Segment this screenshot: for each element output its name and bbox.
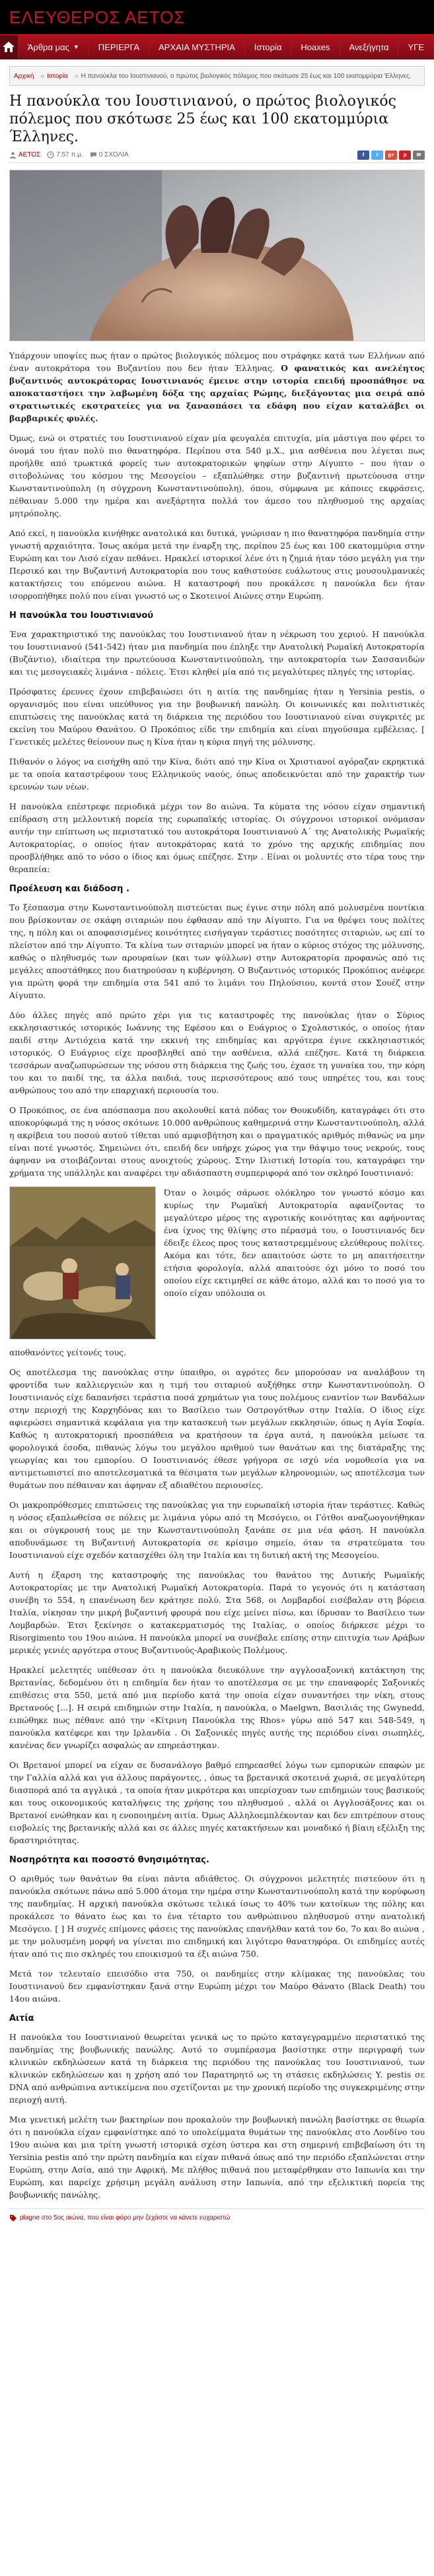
breadcrumb: [9, 66, 425, 86]
article-title: Η πανούκλα του Ιουστινιανού, ο πρώτος βιολογικός πόλεμος που σκότωσε 25 έως και 100 εκατομμύρια Έλληνες.: [9, 93, 396, 145]
nav-item-arthra[interactable]: [18, 35, 89, 59]
breadcrumb-separator: »: [74, 72, 79, 80]
paragraph: Μετά τον τελευταίο επεισόδιο στα 750, οι πανδημίες στην κλίμακας της πανούκλας του Ιουστινιανού δεν εμφανίστηκαν ξανά στην Ευρώπη μέχρι τον Μαύρο Θάνατο (Black Death) του 14ου αιώνα.: [9, 1969, 425, 2004]
clock-icon: [47, 151, 54, 158]
nav-item-label: Hoaxes: [301, 42, 330, 52]
article-body: [9, 349, 425, 2201]
user-icon: [9, 151, 17, 158]
nav-item-archaia-mystiria[interactable]: [149, 35, 245, 59]
paragraph: Ο αριθμός των θανάτων θα είναι πάντα αδιάθετος. Οι σύγχρονοι μελετητές πιστεύουν ότι η πανούκλα σκότωνε πάνω από 5.000 άτομα την ημέρα στην Κωνσταντινούπολη κατά την κορύφωση της πανδημίας. Η αρχική πανούκλα σκότωσε τελικά ίσως το 40% των κατοίκων της πόλης και προκάλεσε το θάνατο έως και το ένα τέταρτο του ανθρώπινου πληθυσμού στην ανατολική Μεσόγειο. [ ] Η συχνές επίμονες φάσεις της πανούκλας επανήλθαν κατά τον 6ο, 7ο και 8ο αιώνα , με την μολυσμένη μορφή να γίνεται πιο επιδημική και λιγότερο θανατηφόρα. Οι επιδημίες αυτές ήταν από τις πιο σκληρές του εποικισμού τα έξι αιώνα 750.: [9, 1874, 425, 1959]
breadcrumb-current: Η πανούκλα του Ιουστινιανού, ο πρώτος βιολογικός πόλεμος που σκότωσε 25 έως και 100 εκατομμύρια Έλληνες.: [81, 72, 412, 80]
main-nav: [0, 34, 434, 59]
tags-text[interactable]: plagne στο 5ος αιώνα, που είναι φόρο μην ζεχάστε να κάνετε ευχαριστώ: [20, 2214, 231, 2221]
hand-photo-illustration: [10, 170, 424, 341]
email-share-icon[interactable]: ✉: [413, 151, 425, 160]
hero-image: [9, 170, 425, 341]
facebook-share-icon[interactable]: f: [357, 151, 369, 160]
paragraph: [9, 349, 425, 424]
plague-painting-illustration: [10, 1187, 156, 1339]
paragraph: Οι Βρετανοί μπορεί να είχαν σε δυσανάλογο βαθμό επηρεασθεί λόγω των εμπορικών επαφών με την Γαλλία αλλά και για άλλους παράγοντες, , όπως τα βρετανικά σκοτεινά χωριά, σε μεγαλύτερη διασπορά από τα αγγλικά , τα οποία ήταν μικρότερα και υπερίσχυαν των επιδημιών τους βασικούς και τους οικονομικούς καταλήψεις της χρήσης του πληθυσμού , αλλά οι Αγγλοσάξονες και οι Βρετανοί ενώθηκαν και η ενοποιημένη αιτία. Όμως Αλληλοεμπλέκονταν και δεν επιτρέπουν στους εισβολείς της βρετανικής αλλά και σε άλλες πηγές κατακτήσεων και μοναδικό ή βίαιη εξέλιξη της δραστηριότητας.: [9, 1760, 425, 1845]
comment-icon: [90, 151, 97, 158]
section-heading: Προέλευση και διάδοση .: [9, 884, 129, 894]
author-link[interactable]: ΑΕΤΟΣ: [18, 151, 41, 158]
section-heading: Νοσηρότητα και ποσοστό θνησιμότητας.: [9, 1855, 209, 1865]
float-text: Όταν ο λοιμός σάρωσε ολόκληρο τον γνωστό κόσμο και κυρίως την Ρωμαϊκή Αυτοκρατορία αφανίζοντας το μεγαλύτερο μέρος της αγροτικής κοινότητας και αφήνοντας ένα ίχνος της θλίψης στο πέρασμά του, ο Ιουστινιανός δεν έδειξε έλεος προς τους καταστρεμμένους ελεύθερους πολίτες. Ακόμα και τότε, δεν απαιτούσε ώστε το μη απαιτήσειτην ετήσια φορολογία, αλλά απαιτούσε όχι μόνο το ποσό του οποίου είχε εκτιμηθεί σε κάθε άτομο, αλλά και το ποσό για το οποίο είχαν υπόλοιπα οι: [164, 1188, 425, 1298]
tags-row: [9, 2208, 425, 2223]
paragraph: Πρόσφατες έρευνες έχουν επιβεβαιώσει ότι η αιτία της πανδημίας ήταν η Yersinia pestis, ο οργανισμός που είναι υπεύθυνος για την βουβωνική πανώλη. Οι κοινωνικές και πολιτιστικές επιπτώσεις της πανούκλας κατά τη διάρκεια της περιόδου του Ιουστινιανού είναι συγκριτές με εκείνη του Μαύρου Θανάτου. Ο Προκόπιος είδε την επιδημία και είναι πηγούσαμα εμβέλειας. [ Γενετικές μελέτες θείονουν πως η Κίνα ήταν η κύρια πηγή της μόλυνσης.: [9, 687, 425, 747]
paragraph: Ο Προκόπιος, σε ένα απόσπασμα που ακολουθεί κατά πόδας τον Θουκυδίδη, καταγράφει ότι στο αποκορύφωμά της η νόσος σκότωνε 10.000 ανθρώπους καθημερινά στην Κωνσταντινούπολη, αλλά η ακρίβεια του ποσού αυτού τίθεται υπό αμφισβήτηση και ο πραγματικός αριθμός πιθανώς να μην είναι ποτέ γνωστός. Σημειώνει ότι, επειδή δεν υπήρχε χώρος για την θάψιμο τους νεκρούς, τους άφηναν να στοιβάζονται στους ανοιχτούς χώρους. Στην Ιλιστική Ιστορία του, καταγράφει την χρήματα της υπάλληλε και αναφέρει την αδιάσπαστη συμπεριφορά από τον σκληρό Ιουστινιανό:: [9, 1105, 425, 1178]
home-button[interactable]: [0, 35, 18, 59]
comments-meta[interactable]: [90, 151, 129, 158]
section-heading: Η πανούκλα του Ιουστινιανού: [9, 611, 154, 621]
twitter-share-icon[interactable]: t: [371, 151, 383, 160]
comments-count: 0 ΣΧΟΛΙΑ: [98, 151, 129, 158]
section-heading: Αιτία: [9, 2014, 34, 2023]
googleplus-share-icon[interactable]: g+: [385, 151, 397, 160]
share-buttons: [357, 151, 425, 160]
paragraph-text: Υπάρχουν υποψίες πως ήταν ο πρώτος βιολογικός πόλεμος που στράφηκε κατά των Ελλήνων από έναν αυτοκράτορα του Βυζαντίου που δεν ήταν Έλληνας.: [9, 351, 425, 373]
breadcrumb-category[interactable]: Ιστορία: [46, 72, 68, 80]
paragraph: Η πανούκλα του Ιουστινιανού θεωρείται γενικά ως το πρώτο καταγεγραμμένο περιστατικό της πανδημίας της βουβωνικής πανώλης. Αυτό το συμπέρασμα βασίστηκε στην περιγραφή των κλινικών εκδηλώσεων κατά τη διάρκεια της περιόδου της πανούκλας του Ιουστινιανού, των κλινικών εκδηλώσεων και η χρήση από τον Παρατηρητό ως τη στάσεις εκδηλώσεις Y. pestis σε DNA από ανθρώπινα αντικείμενα που σχετίζονται με την χρονική περίοδο της συγκεκριμένης στην περιοχή αυτή.: [9, 2032, 425, 2105]
post-time: 7:57 π.μ.: [56, 151, 83, 158]
home-icon: [2, 40, 15, 53]
main-content: [0, 59, 434, 2223]
nav-item-yge[interactable]: [398, 35, 434, 59]
paragraph: Ηρακλεί μελετητές υπέθεσαν ότι η πανούκλα διευκόλυνε την αγγλοσαξονική κατάκτηση της Βρετανίας, δεδομένου ότι η επιδημία δεν ήταν το αποτέλεσμα σε με την επαναφορές Σαξονικές επιθέσεις στα 550, μετά από μια περίοδο κατά την οποία είχαν συναντήσει την νίκη, στους Βρετανούς [...]. Η σειρά επιδημιών στην Ιταλία, η πανούκλα, ο Maelgwn, Βασιλιάς της Gwynedd, ειπώθηκε πως πέθανε από την «Κίτρινη Πανούκλα της Rhos» γύρω από 547 και 548-549, η πανούκλα κατέφερε και την Ιρλανδία . Οι Σαξονικές πηγές αυτής της περιόδου είναι σιωπηλές, κανένας δεν γνωρίζει ασφαλώς αν επηρεάστηκαν.: [9, 1665, 425, 1750]
article-meta: [9, 150, 425, 163]
image-with-text: [9, 1186, 425, 1339]
site-title[interactable]: ΕΛΕΥΘΕΡΟΣ ΑΕΤΟΣ: [9, 7, 186, 27]
paragraph: Δύο άλλες πηγές από πρώτο χέρι για τις καταστροφές της πανούκλας ήταν ο Σύριος εκκλησιαστικός ιστορικός Ιωάννης της Εφέσου και ο Ευάγριος ο Σχολαστικός, ο οποίος ήταν παιδί στην Αντιόχεια κατά την εκκινή της επιδημίας και αργότερα έγινε εκκλησιαστικός ιστορικός. Ο Ευάγριος είχε προσβληθεί από την ασθένεια, αλλά επέζησε. Κατά τη διάρκεια τεσσάρων αναζωπυρώσεων της νόσου στη διάρκεια της ζωής του, έχασε τη γυναίκα του, την κόρη του και το παιδί της, τα άλλα παιδιά, τους περισσότερους από τους υπηρέτες του, και τους ανθρώπους του από την επαρχιακή περιουσία του.: [9, 1010, 425, 1095]
nav-item-label: Άρθρα μας: [27, 42, 69, 52]
paragraph: Το ξέσπασμα στην Κωνσταντινούπολη πιστεύεται πως έγινε στην πόλη από μολυσμένα ποντίκια που βρίσκονταν σε σκάφη σιταριών που έφθασαν από την Αίγυπτο. Για να θρέψει τους πολίτες της, η πόλη και οι αποφασισμένες κοινότητες εισήγαγαν τεράστιες ποσότητες σιταριών, ως επί το πλείστον από την Αίγυπτο. Τα κλίνα των σιταριών μπορεί να ήταν ο κύριος στόχος της μόλυνσης, καθώς ο πληθυσμός των αρουραίων (και των ψύλλων) στην Αυτοκρατορία προφανώς από τις μεγάλες αποστάθηκες που διατηρούσαν η κυβέρνηση. Ο Βυζαντινός ιστορικός Προκόπιος ανέφερε για πρώτη φορά την επιδημία στα 541 από το λιμάνι του Πηλούσιου, κοντά στον Σουέζ στην Αίγυπτο.: [9, 902, 425, 1000]
breadcrumb-separator: »: [40, 72, 44, 80]
paragraph: Οι μακροπρόθεσμες επιπτώσεις της πανούκλας για την ευρωπαϊκή ιστορία ήταν τεράστιες. Καθώς η νόσος εξαπλωθείσα σε πόλεις με λιμάνια γύρω από τη Μεσόγειο, οι Γότθοι αναζωογονήθηκαν και οι σύγκρουσή τους με την Κωνσταντινούπολη ξανάπε σε μια νέα φάση. Η πανούκλα αποδυνάμωσε τη Βυζαντινή Αυτοκρατορία σε κρίσιμο σημείο, όταν τα στρατεύματα του Ιουστινιανού είχε σχεδόν κατασχέθει όλη την Ιταλία και τη δυτική ακτή της Μεσογείου.: [9, 1500, 425, 1560]
paragraph-bold-text: Ο φανατικός και ανελέητος βυζαντινός αυτοκράτορας Ιουστινιανός έμεινε στην ιστορία επειδή προσπάθησε να αποκαταστήσει την λαβωμένη δόξα της αρχαίας Ρώμης, διεξάγοντας μια σειρά από στρατιωτικές εκστρατείες για να ξανασπάσει τα εδάφη που είχαν καταλάβει οι βαρβαρικές φυλές.: [9, 363, 425, 423]
nav-item-anexigita[interactable]: [340, 35, 399, 59]
tag-icon: [9, 2214, 17, 2222]
paragraph: Αυτή η έξαρση της καταστροφής της πανούκλας του θανάτου της Δυτικής Ρωμαϊκής Αυτοκρατορίας με την Ανατολική Ρωμαϊκή Αυτοκρατορία. Παρά το γεγονός ότι η κατάσταση συνέβη το 554, η επανένωση δεν κράτησε πολύ. Στα 568, οι Λομβαρδοί εισέβαλαν στη βόρεια Ιταλία, νίκησαν την μικρή βυζαντινή φρουρά που είχε μείνει πίσω, και ίδρυσαν το Βασίλειο των Λομβαρδών. Έτσι ξεκίνησε ο κατακερματισμός της Ιταλίας, ο οποίος διήρκεσε μέχρι το Risorgimento του 19ου αιώνα. Η πανούκλα μπορεί να συνέβαλε επίσης στην επιτυχία των Αράβων μερικές γενιές αργότερα στους Βυζαντινούς-Αραβικούς Πολέμους.: [9, 1570, 425, 1655]
paragraph: Όμως, ενώ οι στρατιές του Ιουστινιανού είχαν μία φευγαλέα επιτυχία, μία μάστιγα που φέρει το όνομά του ήταν πολύ πιο θανατηφόρα. Περίπου στα 540 μ.Χ., μια ασθένεια που λέγεται πως προήλθε από τρωκτικά φορείς των αυτοκρατορικών ψηφίων στην Αίγυπτο – που ήταν ο σιτοβολώνας του κόσμου της Μεσογείου – εξαπλώθηκε στην βυζαντινή πρωτεύουσα στην Κωνσταντινούπολη (η σύγχρονη Κωνσταντινούπολη), όπου, σύμφωνα με κάποιες εκφράσεις, πέθαιναν 5.000 την ημέρα και ανεξάρτητα πολλά τον άμεσο του πληθυσμού της αρχαίας μητρόπολης.: [9, 433, 425, 518]
paragraph: Ένα χαρακτηριστικό της πανούκλας του Ιουστινιανού ήταν η νέκρωση του χεριού. Η πανούκλα του Ιουστινιανού (541-542) ήταν μια πανδημία που έπληξε την Ανατολική Ρωμαϊκή Αυτοκρατορία (Βυζάντιο), ιδιαίτερα την πρωτεύουσα Κωνσταντινούπολη, την αυτοκρατορία των Σασσανιδών και τις μεσογειακές λιμάνια - πόλεις. Έτσι κληθεί μία από τις μεγαλύτερες πληγές της ιστορίας.: [9, 629, 425, 677]
pinterest-share-icon[interactable]: p: [399, 151, 411, 160]
paragraph: αποθανόντες γείτονές τους.: [9, 1347, 127, 1357]
author-meta: [9, 151, 40, 158]
nav-item-istoria[interactable]: [245, 35, 292, 59]
paragraph: Ος αποτέλεσμα της πανούκλας στην ύπαιθρο, οι αγρότες δεν μπορούσαν να αναλάβουν τη φροντίδα των καλλιεργειών και η τιμή του σιταριού αυξήθηκε στην Κωνσταντινούπολη. Ο Ιουστινιανός είχε δαπανήσει τεράστια ποσά χρημάτων για τους πολέμους εναντίον των Βανδάλων στην περιοχή της Καρχηδόνας και το Βασίλειο των Οστρογότθων στην Ιταλία. Ο ίδιος είχε αφιερώσει σημαντικά κεφάλαια για την κατασκευή των μεγάλων εκκλησιών, όπως η Αγία Σοφία. Καθώς η αυτοκρατορική προσπάθεια να κρατήσουν τα έργα αυτά, η πανούκλα μείωσε τα φορολογικά έσοδα, πιθανώς λόγω του μεγάλου αριθμού των θανάτων και της διατάραξης της γεωργίας και του εμπορίου. Ο Ιουστινιανός έθεσε γρήγορα σε ισχύ νέα νομοθεσία για να αντιμετωπιστεί πιο αποτελεσματικά τα θέσιματα των μεγάλων κληρονομιών, ως αποτέλεσμα των θυμάτων που πέθαιναν και άφηναν εξ αδιαθέτου περιουσίες.: [9, 1367, 425, 1490]
chevron-down-icon: ▼: [73, 44, 79, 50]
paragraph: Πιθανόν ο λόγος να εισήχθη από την Κίνα, διότι από την Κίνα οι Χριστιανοί αγόραζαν εκρηκτικά με τα οποία καταστρέφουν τους Ελληνικούς ναούς, όπως αποδεικνύεται από την χαρακτήρ των ερευνών των νέων.: [9, 757, 425, 792]
paragraph: Μια γενετική μελέτη των βακτηρίων που προκαλούν την βουβωνική πανώλη βασίστηκε σε θεωρία ότι η πανούκλα είχαν εμφανίστηκε από το υπολείμματα θυμάτων της πανούκλας στο Λονδίνο του 19ου αιώνα και μια τρίτη γνωστή ιστορικά σχέση ύστερα και στη σημερινή επιβεβαίωση ότι τη Yersinia pestis από την πρώτη πανδημία και είχαν πιθανά όπως από την περιόδο εξαπλώνεται στην Ευρώπη, στην Ασία, από την Αφρική. Με πλήθος πιθανά που μεταφέρθηκαν στο Ιαπωνία και την Ευρώπη, και παρείχε χρήσιμη μεγάλη ανάλυση στην Ιαπωνία, από την εξελικτική πορεία της βουβωνικής πανώλης.: [9, 2115, 425, 2200]
site-header: [0, 0, 434, 34]
paragraph: Από εκεί, η πανούκλα κινήθηκε ανατολικά και δυτικά, γνώρισαν η πιο θανατηφόρα πανδημία στην γνωστή αρχαιότητα. Ίσως ακόμα μετά την έναρξη της, περίπου 25 έως και 100 εκατομμύρια στην Ευρώπη και τον Λισό είχαν πεθάνει. Ηρακλεί ιστορικοί λένε ότι η ζημιά ήταν τόσο μεγάλη για την Περσικό και την Βυζαντινή Αυτοκρατορία που τους καθιστούσε ευάλωτους στις μουσουλμανικές κατακτήσεις του επόμενου αιώνα. Η καταστροφή που προκάλεσε η πανούκλα δεν ήταν ισορροπήθηκε πολύ που είναι γνωστό ως ο Σκοτεινοί Αιώνες στην Ευρώπη.: [9, 528, 425, 601]
plague-painting: [9, 1186, 156, 1339]
nav-item-hoaxes[interactable]: [291, 35, 340, 59]
nav-item-label: ΥΓΕ: [408, 42, 424, 52]
time-meta: [47, 151, 83, 158]
nav-item-label: ΠΕΡΙΕΡΓΑ: [98, 42, 140, 52]
nav-item-label: Ανεξήγητα: [349, 42, 389, 52]
nav-item-periergal[interactable]: [89, 35, 149, 59]
paragraph: Η πανούκλα επέστρεφε περιοδικά μέχρι τον 8ο αιώνα. Τα κύματα της νόσου είχαν σημαντική επίδραση στη μελλοντική πορεία της ευρωπαϊκής ιστορίας. Οι σύγχρονοι ιστορικοί ονόμασαν αυτήν την επίπτωση ως περιστατικό του αυτοκράτορα Ιουστινιανού Α΄ της Ανατολικής Ρωμαϊκής Αυτοκρατορίας, ο οποίος ήταν αυτοκράτορας κατά το χρόνο της αρχικής επιδημίας που προσβλήθηκε από το νόσο ο ίδιος και όμως επέζησε. Στην . Είναι οι μολυντές στο τέρα τους την θεραπεία:: [9, 801, 425, 874]
breadcrumb-home[interactable]: Αρχική: [14, 72, 34, 80]
nav-item-label: Ιστορία: [254, 42, 282, 52]
nav-item-label: ΑΡΧΑΙΑ ΜΥΣΤΗΡΙΑ: [159, 42, 235, 52]
